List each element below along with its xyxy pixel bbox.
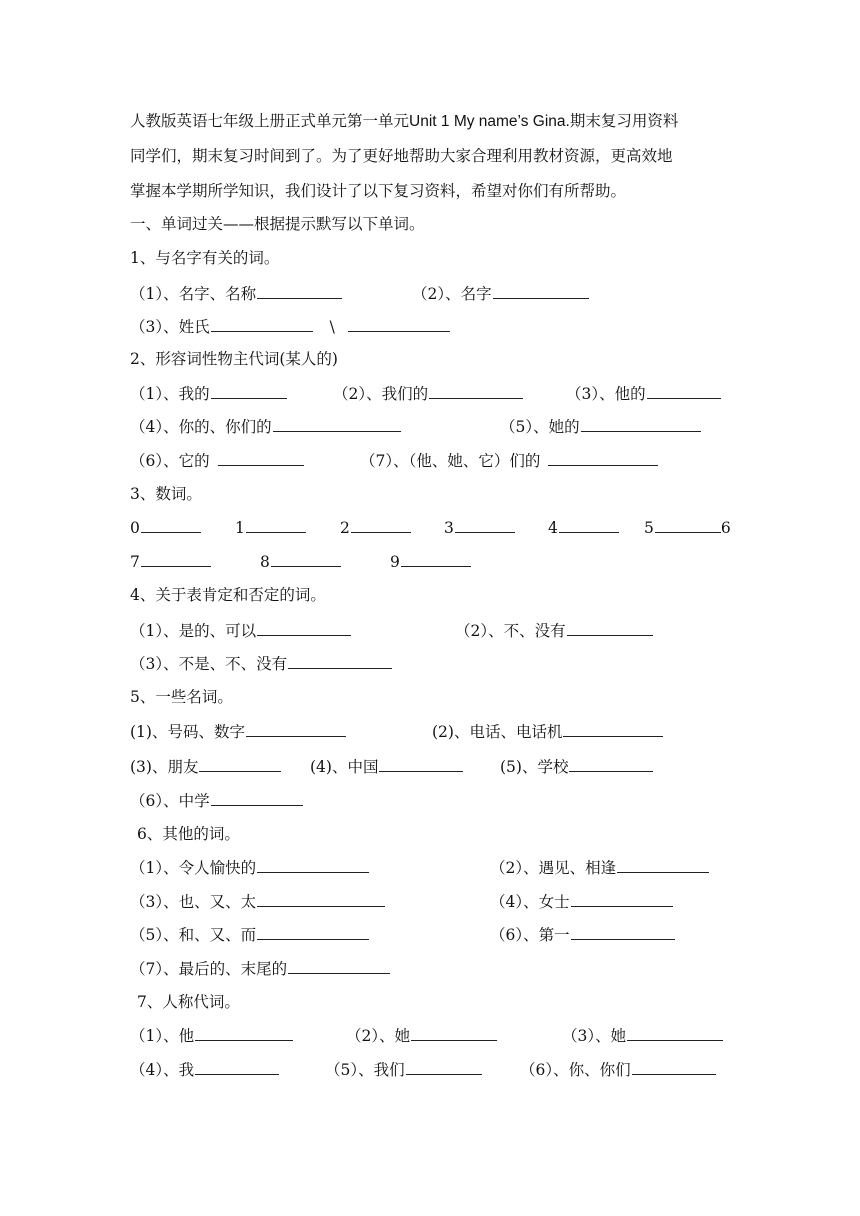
q2-item-3 <box>566 382 721 404</box>
question-2-heading: 2、形容词性物主代词(某人的) <box>130 350 338 368</box>
answer-blank[interactable] <box>195 1024 293 1041</box>
answer-blank[interactable] <box>195 1058 279 1075</box>
q2-item-7-label: （7）、（他、她、它）们的 <box>360 452 541 470</box>
answer-blank[interactable] <box>493 282 589 299</box>
q7-item-3 <box>562 1024 723 1046</box>
answer-blank[interactable] <box>211 382 287 399</box>
question-6-heading: 6、其他的词。 <box>137 825 240 843</box>
answer-blank[interactable] <box>455 516 515 533</box>
number-7 <box>130 550 211 572</box>
intro-line-1: 同学们，期末复习时间到了。为了更好地帮助大家合理利用教材资源，更高效地 <box>130 147 673 165</box>
q6-item-3 <box>130 890 385 912</box>
answer-blank[interactable] <box>288 957 390 974</box>
answer-blank[interactable] <box>567 619 653 636</box>
q6-item-6-label: （6）、第一 <box>490 926 570 944</box>
number-label: 9 <box>390 553 400 571</box>
q2-item-1 <box>130 382 287 404</box>
q5-item-6-label: （6）、中学 <box>130 792 210 810</box>
answer-blank[interactable] <box>379 755 463 772</box>
q2-item-4-label: （4）、你的、你们的 <box>130 418 272 436</box>
q4-item-3 <box>130 652 392 674</box>
q5-item-3-label: (3)、朋友 <box>130 758 199 776</box>
q6-item-2 <box>490 856 709 878</box>
q5-item-4-label: (4)、中国 <box>310 758 379 776</box>
number-2 <box>340 516 411 538</box>
answer-blank[interactable] <box>257 923 369 940</box>
q6-item-1-label: （1）、令人愉快的 <box>130 859 257 877</box>
q5-item-4 <box>310 755 463 777</box>
q5-item-5-label: (5)、学校 <box>500 758 569 776</box>
answer-blank[interactable] <box>288 652 392 669</box>
answer-blank[interactable] <box>246 720 346 737</box>
answer-blank[interactable] <box>411 1024 497 1041</box>
q4-item-2-label: （2）、不、没有 <box>455 622 566 640</box>
answer-blank[interactable] <box>218 449 304 466</box>
answer-blank[interactable] <box>401 550 471 567</box>
number-label: 6 <box>720 519 731 537</box>
answer-blank[interactable] <box>581 415 701 432</box>
separator: \ <box>329 318 335 336</box>
number-4 <box>548 516 619 538</box>
q6-item-7-label: （7）、最后的、末尾的 <box>130 960 288 978</box>
number-label: 3 <box>444 519 454 537</box>
q1-item-1-label: （1）、名字、名称 <box>130 285 257 303</box>
answer-blank[interactable] <box>257 890 385 907</box>
number-label: 0 <box>130 519 140 537</box>
number-9 <box>390 550 471 572</box>
title-english: Unit 1 My name’s Gina. <box>409 113 570 130</box>
q2-item-2 <box>333 382 523 404</box>
question-5-heading: 5、一些名词。 <box>130 688 233 706</box>
q5-item-2-label: (2)、电话、电话机 <box>432 723 563 741</box>
answer-blank[interactable] <box>141 516 201 533</box>
q5-item-1 <box>130 720 346 742</box>
answer-blank[interactable] <box>429 382 523 399</box>
q6-item-4 <box>490 890 673 912</box>
q7-item-6 <box>520 1058 716 1080</box>
q2-item-6-label: （6）、它的 <box>130 452 210 470</box>
q2-item-1-label: （1）、我的 <box>130 385 210 403</box>
answer-blank[interactable] <box>271 550 341 567</box>
answer-blank[interactable] <box>257 856 369 873</box>
number-label: 2 <box>340 519 350 537</box>
question-4-heading: 4、关于表肯定和否定的词。 <box>130 586 326 604</box>
q6-item-4-label: （4）、女士 <box>490 893 570 911</box>
q2-item-3-label: （3）、他的 <box>566 385 646 403</box>
q7-item-5-label: （5）、我们 <box>325 1061 405 1079</box>
document-title <box>130 110 678 132</box>
q2-item-4 <box>130 415 401 437</box>
answer-blank[interactable] <box>351 516 411 533</box>
q6-item-5-label: （5）、和、又、而 <box>130 926 257 944</box>
number-label: 8 <box>260 553 270 571</box>
answer-blank[interactable] <box>655 516 721 533</box>
answer-blank[interactable] <box>348 315 450 332</box>
q2-item-6 <box>130 449 304 471</box>
q7-item-4 <box>130 1058 279 1080</box>
answer-blank[interactable] <box>571 890 673 907</box>
answer-blank[interactable] <box>627 1024 723 1041</box>
answer-blank[interactable] <box>563 720 663 737</box>
answer-blank[interactable] <box>647 382 721 399</box>
q1-item-2 <box>412 282 589 304</box>
q7-item-4-label: （4）、我 <box>130 1061 195 1079</box>
q6-item-3-label: （3）、也、又、太 <box>130 893 257 911</box>
q2-item-5 <box>500 415 701 437</box>
q7-item-3-label: （3）、她 <box>562 1027 627 1045</box>
title-chinese-suffix: 期末复习用资料 <box>569 112 679 130</box>
answer-blank[interactable] <box>617 856 709 873</box>
q4-item-3-label: （3）、不是、不、没有 <box>130 655 288 673</box>
number-label: 4 <box>548 519 558 537</box>
q5-item-6 <box>130 789 303 811</box>
q4-item-1-label: （1）、是的、可以 <box>130 622 257 640</box>
q6-item-1 <box>130 856 369 878</box>
answer-blank[interactable] <box>273 415 401 432</box>
number-3 <box>444 516 515 538</box>
answer-blank[interactable] <box>246 516 306 533</box>
answer-blank[interactable] <box>257 619 351 636</box>
q4-item-1 <box>130 619 351 641</box>
q1-item-1 <box>130 282 342 304</box>
answer-blank[interactable] <box>141 550 211 567</box>
q6-item-7 <box>130 957 390 979</box>
number-5 <box>644 516 731 538</box>
q7-item-6-label: （6）、你、你们 <box>520 1061 631 1079</box>
number-label: 7 <box>130 553 140 571</box>
title-chinese: 人教版英语七年级上册正式单元第一单元 <box>130 112 410 130</box>
number-8 <box>260 550 341 572</box>
q2-item-5-label: （5）、她的 <box>500 418 580 436</box>
answer-blank[interactable] <box>211 789 303 806</box>
question-1-heading: 1、与名字有关的词。 <box>130 249 280 267</box>
q5-item-3 <box>130 755 281 777</box>
answer-blank[interactable] <box>548 449 658 466</box>
number-0 <box>130 516 201 538</box>
answer-blank[interactable] <box>559 516 619 533</box>
q5-item-1-label: (1)、号码、数字 <box>130 723 245 741</box>
q4-item-2 <box>455 619 653 641</box>
answer-blank[interactable] <box>257 282 342 299</box>
q2-item-2-label: （2）、我们的 <box>333 385 429 403</box>
q6-item-5 <box>130 923 369 945</box>
question-3-heading: 3、数词。 <box>130 485 202 503</box>
q5-item-5 <box>500 755 653 777</box>
q1-item-3-label: （3）、姓氏 <box>130 318 210 336</box>
q7-item-5 <box>325 1058 482 1080</box>
number-label: 1 <box>235 519 245 537</box>
answer-blank[interactable] <box>406 1058 482 1075</box>
intro-line-2: 掌握本学期所学知识，我们设计了以下复习资料，希望对你们有所帮助。 <box>130 182 627 200</box>
answer-blank[interactable] <box>569 755 653 772</box>
answer-blank[interactable] <box>571 923 675 940</box>
number-label: 5 <box>644 519 654 537</box>
q1-item-3 <box>130 315 450 337</box>
q7-item-1-label: （1）、他 <box>130 1027 195 1045</box>
q7-item-1 <box>130 1024 293 1046</box>
question-7-heading: 7、人称代词。 <box>137 993 240 1011</box>
q7-item-2 <box>346 1024 497 1046</box>
answer-blank[interactable] <box>632 1058 716 1075</box>
q1-item-2-label: （2）、名字 <box>412 285 492 303</box>
q6-item-2-label: （2）、遇见、相逢 <box>490 859 617 877</box>
q2-item-7 <box>360 449 658 471</box>
q6-item-6 <box>490 923 675 945</box>
q5-item-2 <box>432 720 663 742</box>
q7-item-2-label: （2）、她 <box>346 1027 411 1045</box>
answer-blank[interactable] <box>211 315 313 332</box>
number-1 <box>235 516 306 538</box>
section-heading: 一、单词过关——根据提示默写以下单词。 <box>130 215 425 233</box>
answer-blank[interactable] <box>199 755 281 772</box>
